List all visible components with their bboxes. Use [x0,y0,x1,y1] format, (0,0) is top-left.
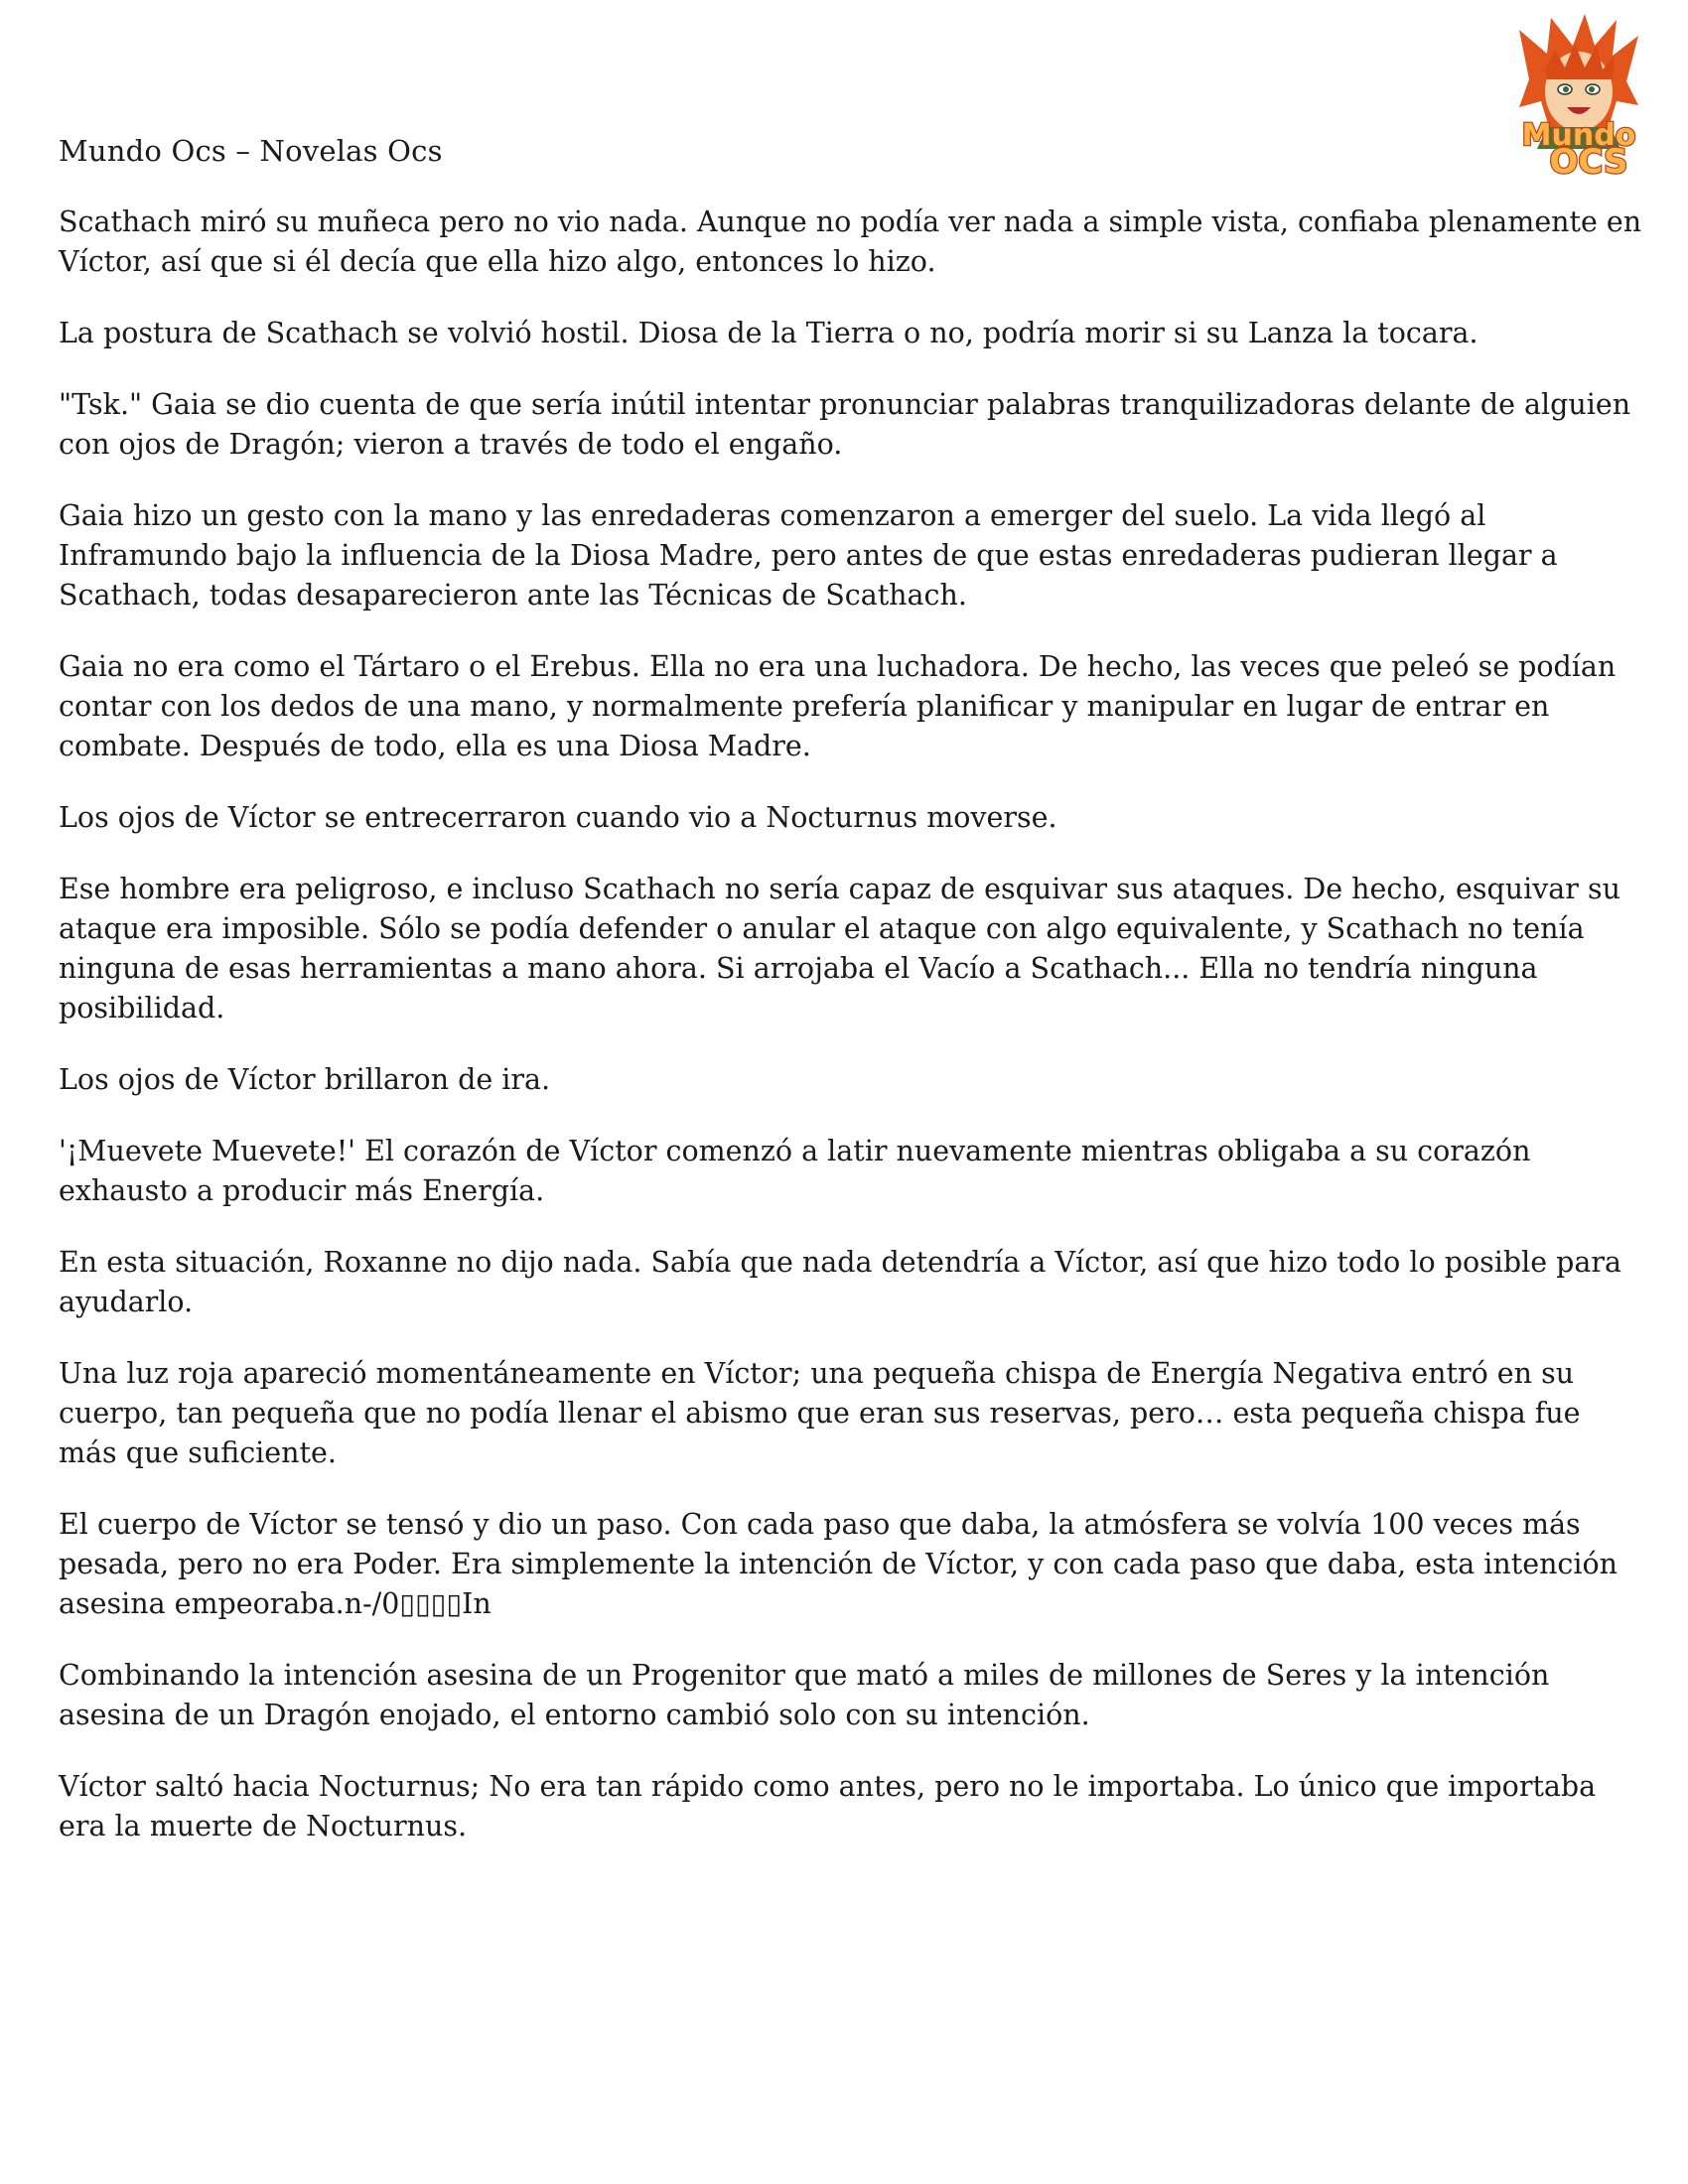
paragraph: Una luz roja apareció momentáneamente en Víctor; una pequeña chispa de Energía Negativa entró en su cuerpo, tan pequeña que no podía llenar el abismo que eran sus reservas, pero… esta pequeña chispa fue más que suficiente. [59,1357,1581,1469]
document-body [59,203,1645,1878]
paragraph: La postura de Scathach se volvió hostil. Diosa de la Tierra o no, podría morir si su Lanza la tocara. [59,317,1478,349]
paragraph: Los ojos de Víctor brillaron de ira. [59,1063,551,1096]
paragraph: Víctor saltó hacia Nocturnus; No era tan rápido como antes, pero no le importaba. Lo único que importaba era la muerte de Nocturnus. [59,1770,1597,1843]
paragraph: Gaia hizo un gesto con la mano y las enredaderas comenzaron a emerger del suelo. La vida llegó al Inframundo bajo la influencia de la Diosa Madre, pero antes de que estas enredaderas pudieran llegar a Scathach, todas desaparecieron ante las Técnicas de Scathach. [59,499,1558,612]
paragraph: Combinando la intención asesina de un Progenitor que mató a miles de millones de Seres y la intención asesina de un Dragón enojado, el entorno cambió solo con su intención. [59,1659,1550,1731]
paragraph: Gaia no era como el Tártaro o el Erebus. Ella no era una luchadora. De hecho, las veces que peleó se podían contar con los dedos de una mano, y normalmente prefería planificar y manipular en lugar de entrar en combate. Después de todo, ella es una Diosa Madre. [59,650,1617,762]
logo-text [1489,10,1668,179]
paragraph: En esta situación, Roxanne no dijo nada. Sabía que nada detendría a Víctor, así que hizo todo lo posible para ayudarlo. [59,1246,1622,1318]
logo-text-line1: Mundo [1521,118,1636,153]
paragraph: El cuerpo de Víctor se tensó y dio un paso. Con cada paso que daba, la atmósfera se volvía 100 veces más pesada, pero no era Poder. Era simplemente la intención de Víctor, y con cada paso que daba, esta intención asesina empeoraba.n-/0▯▯▯▯In [59,1508,1618,1620]
paragraph: "Tsk." Gaia se dio cuenta de que sería inútil intentar pronunciar palabras tranquilizadoras delante de alguien con ojos de Dragón; vieron a través de todo el engaño. [59,388,1631,461]
paragraph: Ese hombre era peligroso, e incluso Scathach no sería capaz de esquivar sus ataques. De hecho, esquivar su ataque era imposible. Sólo se podía defender o anular el ataque con algo equivalente, y Scathach no tenía ninguna de esas herramientas a mano ahora. Si arrojaba el Vacío a Scathach... Ella no tendría ninguna posibilidad. [59,873,1620,1024]
logo-text-line2: OCS [1549,142,1628,179]
page-header: Mundo Ocs – Novelas Ocs [59,134,443,168]
paragraph: Los ojos de Víctor se entrecerraron cuando vio a Nocturnus moverse. [59,801,1057,834]
paragraph: Scathach miró su muñeca pero no vio nada. Aunque no podía ver nada a simple vista, confiaba plenamente en Víctor, así que si él decía que ella hizo algo, entonces lo hizo. [59,205,1642,278]
mundo-ocs-logo [1489,10,1668,179]
paragraph: '¡Muevete Muevete!' El corazón de Víctor comenzó a latir nuevamente mientras obligaba a su corazón exhausto a producir más Energía. [59,1135,1531,1207]
